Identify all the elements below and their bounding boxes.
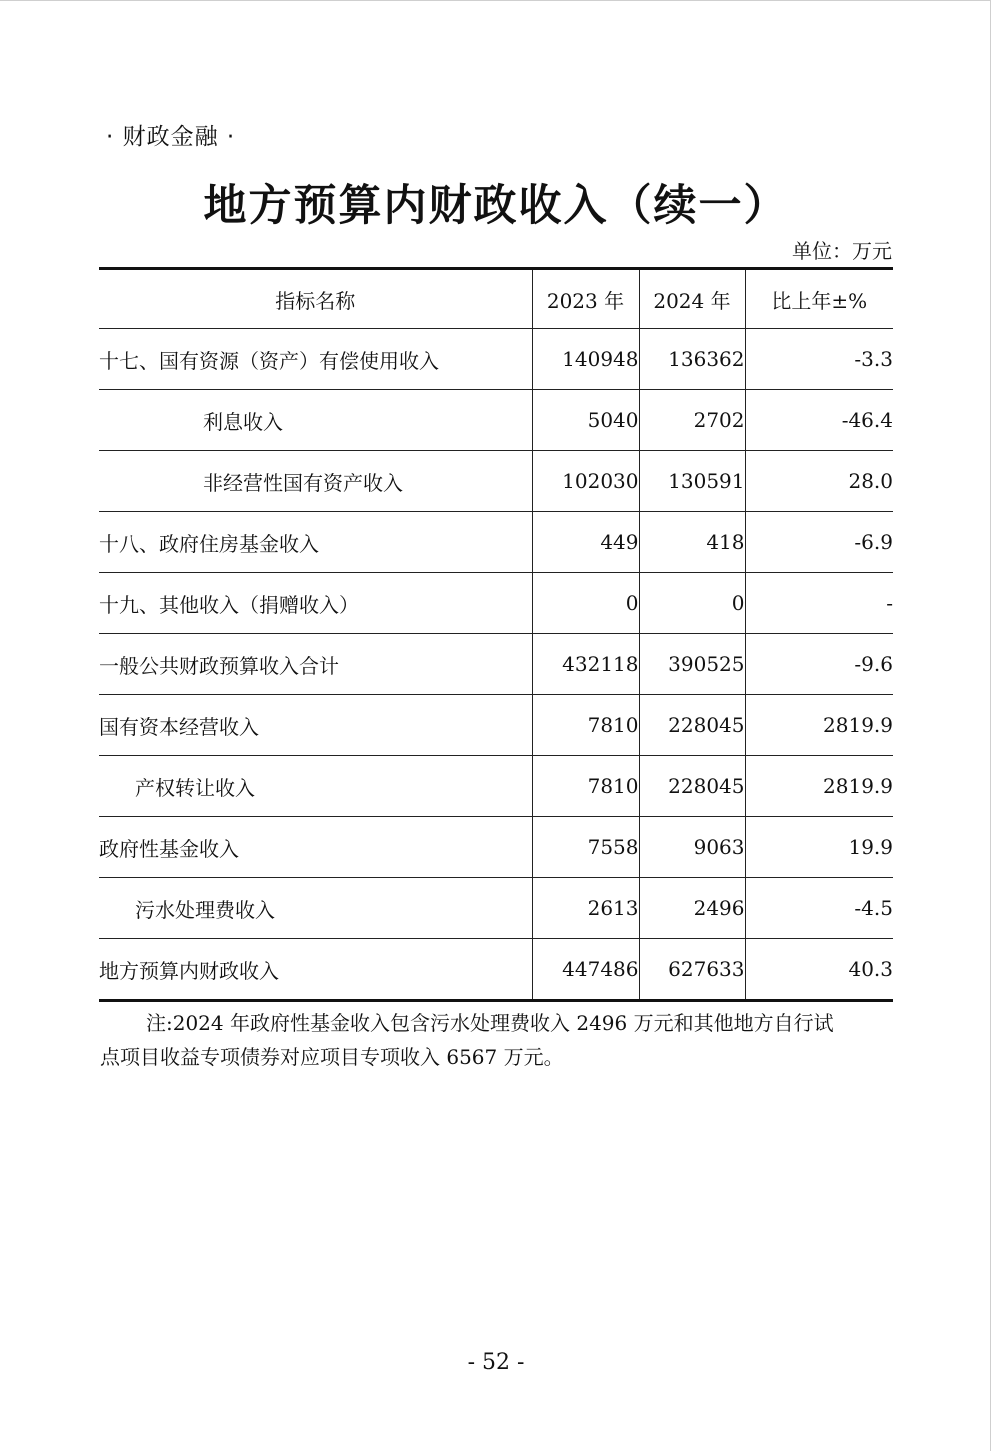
change-percent-cell: 2819.9 [745, 756, 893, 817]
value-2024-cell: 9063 [639, 817, 745, 878]
table-row [99, 329, 893, 390]
change-percent-cell: -9.6 [745, 634, 893, 695]
value-2024-cell: 2496 [639, 878, 745, 939]
value-2024-cell: 228045 [639, 756, 745, 817]
column-header-indicator: 指标名称 [99, 269, 532, 329]
column-header-2024: 2024 年 [639, 269, 745, 329]
value-2023-cell: 2613 [532, 878, 639, 939]
footnote-line-2: 点项目收益专项债券对应项目专项收入 6567 万元。 [100, 1045, 564, 1069]
value-2023-cell: 0 [532, 573, 639, 634]
change-percent-cell: 28.0 [745, 451, 893, 512]
change-percent-cell: 2819.9 [745, 695, 893, 756]
column-header-2023: 2023 年 [532, 269, 639, 329]
change-percent-cell: -3.3 [745, 329, 893, 390]
change-percent-cell: -6.9 [745, 512, 893, 573]
value-2023-cell: 449 [532, 512, 639, 573]
table-row [99, 695, 893, 756]
column-header-change: 比上年±% [745, 269, 893, 329]
value-2023-cell: 5040 [532, 390, 639, 451]
table-row [99, 573, 893, 634]
value-2023-cell: 7810 [532, 695, 639, 756]
indicator-name-cell: 产权转让收入 [99, 756, 532, 817]
section-tag: · 财政金融 · [106, 124, 236, 150]
page-title: 地方预算内财政收入（续一） [203, 181, 789, 231]
value-2023-cell: 7558 [532, 817, 639, 878]
value-2024-cell: 228045 [639, 695, 745, 756]
indicator-name-cell: 非经营性国有资产收入 [99, 451, 532, 512]
value-2023-cell: 447486 [532, 939, 639, 1001]
indicator-name-cell: 利息收入 [99, 390, 532, 451]
indicator-name-cell: 十九、其他收入（捐赠收入） [99, 573, 532, 634]
revenue-table [99, 267, 893, 1002]
value-2024-cell: 627633 [639, 939, 745, 1001]
page-number: - 52 - [467, 1350, 525, 1375]
change-percent-cell: -4.5 [745, 878, 893, 939]
change-percent-cell: - [745, 573, 893, 634]
indicator-name-cell: 政府性基金收入 [99, 817, 532, 878]
value-2024-cell: 390525 [639, 634, 745, 695]
footnote [100, 1006, 894, 1074]
table-row [99, 756, 893, 817]
table-row [99, 878, 893, 939]
table-row [99, 390, 893, 451]
change-percent-cell: 19.9 [745, 817, 893, 878]
value-2023-cell: 140948 [532, 329, 639, 390]
table-row [99, 634, 893, 695]
indicator-name-cell: 十八、政府住房基金收入 [99, 512, 532, 573]
table-row [99, 939, 893, 1001]
value-2024-cell: 136362 [639, 329, 745, 390]
indicator-name-cell: 十七、国有资源（资产）有偿使用收入 [99, 329, 532, 390]
unit-label: 单位：万元 [792, 239, 892, 263]
footnote-line-1: 注:2024 年政府性基金收入包含污水处理费收入 2496 万元和其他地方自行试 [146, 1011, 834, 1035]
indicator-name-cell: 污水处理费收入 [99, 878, 532, 939]
table-body [99, 329, 893, 1001]
value-2023-cell: 102030 [532, 451, 639, 512]
table-header-row [99, 269, 893, 329]
table-row [99, 512, 893, 573]
table-row [99, 817, 893, 878]
change-percent-cell: 40.3 [745, 939, 893, 1001]
value-2024-cell: 418 [639, 512, 745, 573]
value-2023-cell: 7810 [532, 756, 639, 817]
indicator-name-cell: 一般公共财政预算收入合计 [99, 634, 532, 695]
indicator-name-cell: 国有资本经营收入 [99, 695, 532, 756]
table-row [99, 451, 893, 512]
value-2024-cell: 2702 [639, 390, 745, 451]
value-2024-cell: 130591 [639, 451, 745, 512]
indicator-name-cell: 地方预算内财政收入 [99, 939, 532, 1001]
value-2024-cell: 0 [639, 573, 745, 634]
change-percent-cell: -46.4 [745, 390, 893, 451]
value-2023-cell: 432118 [532, 634, 639, 695]
